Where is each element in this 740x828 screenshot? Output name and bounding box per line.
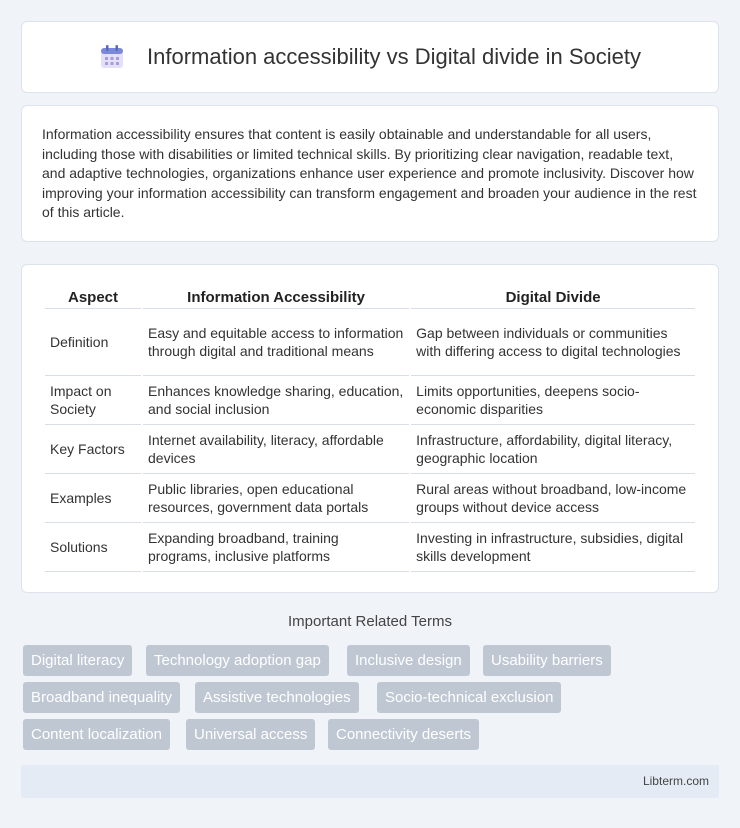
related-term-tag[interactable]: Assistive technologies [195, 682, 359, 713]
calendar-grid-icon [99, 44, 125, 70]
footer [21, 765, 719, 798]
related-term-tag[interactable]: Usability barriers [483, 645, 611, 676]
row-aspect: Impact on Society [45, 376, 141, 425]
related-term-tag[interactable]: Inclusive design [347, 645, 470, 676]
related-term-tag[interactable]: Technology adoption gap [146, 645, 329, 676]
row-info-accessibility: Expanding broadband, training programs, inclusive platforms [143, 523, 409, 572]
table-row [45, 309, 695, 376]
table-header-row [45, 285, 695, 309]
related-term-tag[interactable]: Socio-technical exclusion [377, 682, 561, 713]
table-row [45, 376, 695, 425]
column-header-aspect: Aspect [45, 285, 141, 309]
row-digital-divide: Infrastructure, affordability, digital literacy, geographic location [411, 425, 695, 474]
table-row [45, 474, 695, 523]
row-aspect: Key Factors [45, 425, 141, 474]
row-digital-divide: Rural areas without broadband, low-income groups without device access [411, 474, 695, 523]
comparison-table [43, 285, 697, 572]
row-digital-divide: Limits opportunities, deepens socio-economic disparities [411, 376, 695, 425]
row-aspect: Definition [45, 309, 141, 376]
row-digital-divide: Investing in infrastructure, subsidies, digital skills development [411, 523, 695, 572]
header-card [21, 21, 719, 93]
related-term-tag[interactable]: Content localization [23, 719, 170, 750]
row-digital-divide: Gap between individuals or communities with differing access to digital technologies [411, 309, 695, 376]
row-info-accessibility: Enhances knowledge sharing, education, and social inclusion [143, 376, 409, 425]
related-term-tag[interactable]: Digital literacy [23, 645, 132, 676]
row-aspect: Examples [45, 474, 141, 523]
comparison-table-card [21, 264, 719, 593]
table-row [45, 523, 695, 572]
related-terms-title: Important Related Terms [288, 613, 452, 630]
column-header-digital-divide: Digital Divide [411, 285, 695, 309]
row-info-accessibility: Internet availability, literacy, affordable devices [143, 425, 409, 474]
related-term-tag[interactable]: Connectivity deserts [328, 719, 479, 750]
column-header-information-accessibility: Information Accessibility [143, 285, 409, 309]
page-title: Information accessibility vs Digital divide in Society [147, 44, 641, 69]
row-info-accessibility: Public libraries, open educational resources, government data portals [143, 474, 409, 523]
related-term-tag[interactable]: Universal access [186, 719, 315, 750]
intro-text: Information accessibility ensures that content is easily obtainable and understandable for all users, including those with disabilities or limited technical skills. By prioritizing clear navigation, readable text, and adaptive technologies, organizations enhance user experience and promote inclusivity. Discover how improving your information accessibility can transform engagement and broaden your audience in the rest of this article. [42, 126, 697, 220]
intro-card [21, 105, 719, 242]
footer-link[interactable]: Libterm.com [642, 774, 709, 788]
table-row [45, 425, 695, 474]
row-info-accessibility: Easy and equitable access to information through digital and traditional means [143, 309, 409, 376]
related-term-tag[interactable]: Broadband inequality [23, 682, 180, 713]
row-aspect: Solutions [45, 523, 141, 572]
